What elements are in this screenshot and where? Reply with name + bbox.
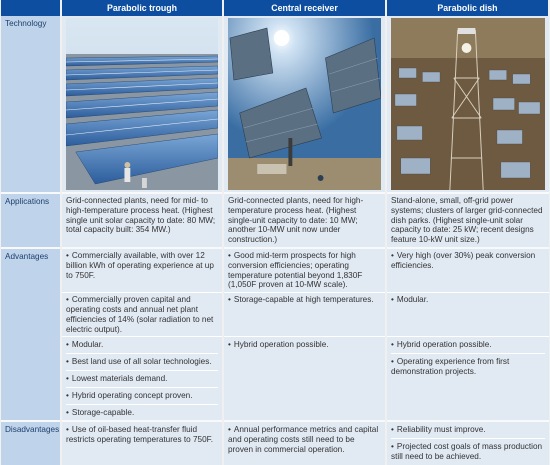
applications-row [1, 193, 549, 248]
advantage-dish-1 [386, 248, 549, 293]
advantages-row-1 [1, 248, 549, 293]
advantages-trough-list [61, 337, 223, 421]
disadvantages-trough-list [61, 421, 223, 464]
list-item: • Storage-capable. [66, 404, 218, 419]
advantage-dish-2-text: • Modular. [391, 295, 428, 304]
advantage-trough-1 [61, 248, 223, 293]
advantage-receiver-2 [223, 293, 386, 337]
disadvantages-row [1, 421, 549, 464]
list-item: • Use of oil-based heat-transfer fluid restricts operating temperatures to 750F. [66, 424, 218, 446]
advantage-trough-2-text: • Commercially proven capital and operating costs and annual net plant efficiencies of 14% (solar radiation to net electric output). [66, 295, 213, 333]
header-row [1, 0, 549, 16]
advantage-dish-1-text: • Very high (over 30%) peak conversion efficiencies. [391, 251, 535, 270]
receiver-photo-cell [223, 16, 386, 193]
list-item: • Reliability must improve. [391, 424, 545, 436]
parabolic-trough-photo [66, 18, 218, 190]
list-item: • Annual performance metrics and capital and operating costs still need to be proven in commercial operation. [228, 424, 381, 455]
advantage-trough-2 [61, 293, 223, 337]
list-item: • Lowest materials demand. [66, 370, 218, 385]
row-label-applications: Applications [1, 193, 61, 248]
advantage-trough-1-text: • Commercially available, with over 12 billion kWh of operating experience at up to 750F. [66, 251, 214, 280]
trough-photo-cell [61, 16, 223, 193]
advantages-row-3 [1, 337, 549, 421]
parabolic-dish-photo [391, 18, 545, 190]
disadvantages-dish-list [386, 421, 549, 464]
comparison-table [1, 0, 550, 465]
central-receiver-photo [228, 18, 381, 190]
applications-receiver: Grid-connected plants, need for high-temperature process heat. (Highest single-unit capacity to date: 10 MW; another 10-MW unit now under construction.) [223, 193, 386, 248]
disadvantages-receiver-list [223, 421, 386, 464]
applications-trough: Grid-connected plants, need for mid- to high-temperature process heat. (Highest single unit solar capacity to date: 80 MW; total capacity built: 354 MW.) [61, 193, 223, 248]
header-central-receiver: Central receiver [223, 0, 386, 16]
advantage-receiver-1-text: • Good mid-term prospects for high conversion efficiencies; operating temperature potential beyond 1,830F (1,050F proven at 10-MW scale). [228, 251, 362, 289]
header-parabolic-trough: Parabolic trough [61, 0, 223, 16]
list-item: • Projected cost goals of mass production still need to be achieved. [391, 438, 545, 463]
applications-dish: Stand-alone, small, off-grid power systems; clusters of larger grid-connected dish parks. (Highest single-unit solar capacity to date: 25 kW; recent designs feature 10-kW unit size.) [386, 193, 549, 248]
advantage-receiver-1 [223, 248, 386, 293]
list-item: • Hybrid operating concept proven. [66, 387, 218, 402]
row-label-disadvantages: Disadvantages [1, 421, 61, 464]
dish-photo-cell [386, 16, 549, 193]
advantages-dish-list [386, 337, 549, 421]
advantage-dish-2 [386, 293, 549, 337]
header-blank [1, 0, 61, 16]
list-item: • Hybrid operation possible. [228, 339, 381, 351]
advantages-row-2 [1, 293, 549, 337]
list-item: • Modular. [66, 339, 218, 351]
list-item: • Operating experience from first demonstration projects. [391, 353, 545, 378]
row-label-advantages: Advantages [1, 248, 61, 421]
advantages-receiver-list [223, 337, 386, 421]
list-item: • Hybrid operation possible. [391, 339, 545, 351]
advantage-receiver-2-text: • Storage-capable at high temperatures. [228, 295, 374, 304]
technology-row [1, 16, 549, 193]
header-parabolic-dish: Parabolic dish [386, 0, 549, 16]
row-label-technology: Technology [1, 16, 61, 193]
list-item: • Best land use of all solar technologies. [66, 353, 218, 368]
